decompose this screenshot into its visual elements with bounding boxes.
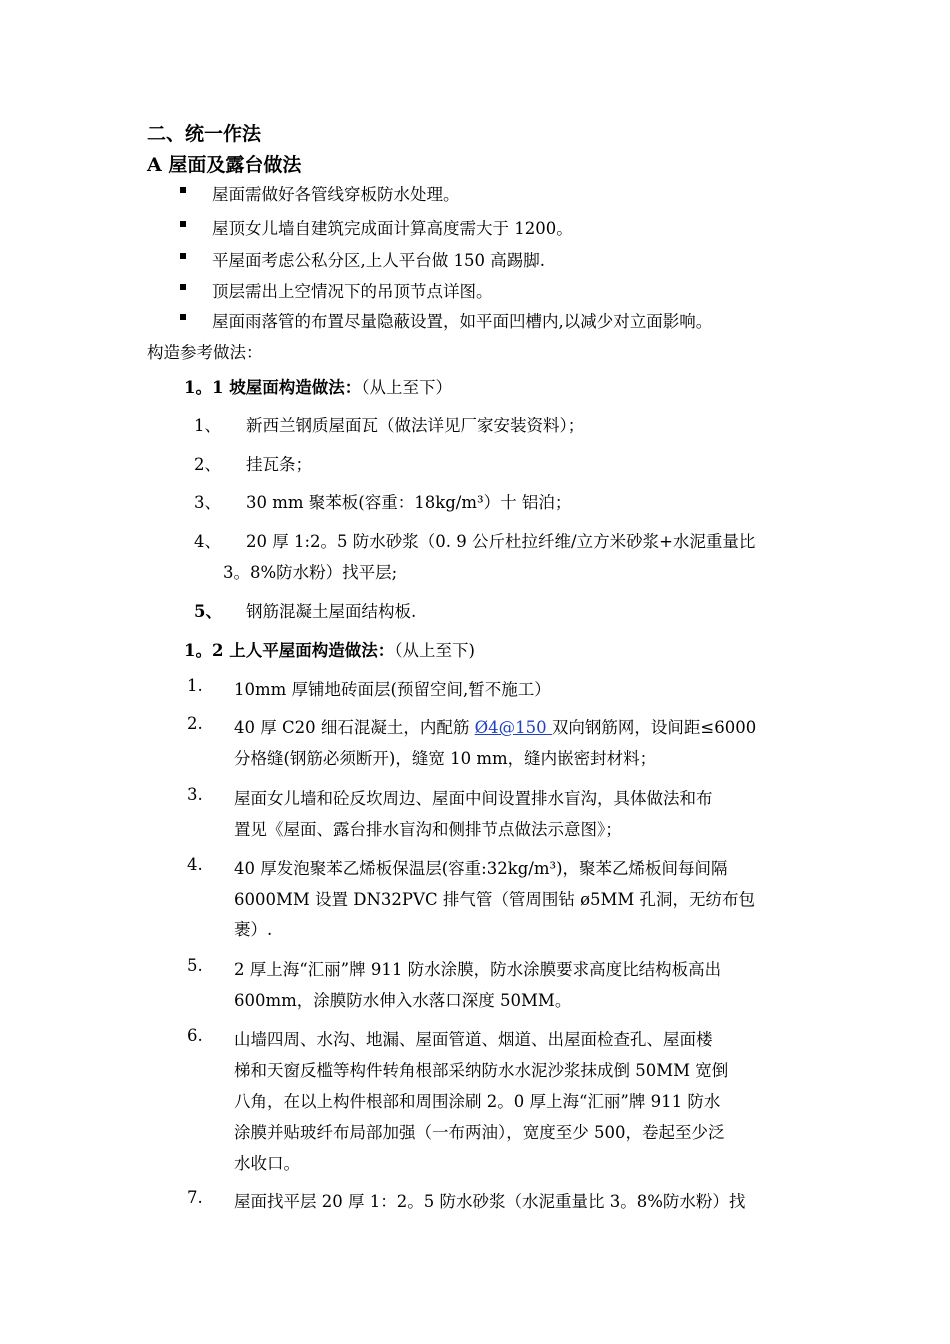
section-heading: 二、统一作法 (147, 123, 262, 145)
list-number: 3. (187, 785, 203, 804)
list-item-line: 30 mm 聚苯板(容重：18kg/m³）十 铝泊； (246, 493, 572, 512)
sec2-title: 上人平屋面构造做法： (229, 641, 395, 660)
list-item-line: 八角，在以上构件根部和周围涂刷 2。0 厚上海“汇丽”牌 911 防水 (234, 1092, 721, 1111)
sec2-suffix: （从上至下) (394, 641, 475, 660)
list-item-line: 水收口。 (234, 1154, 300, 1173)
list-item-line: 裹）. (234, 920, 273, 939)
list-item-line: 3。8%防水粉）找平层; (223, 563, 398, 582)
list-item-line: 6000MM 设置 DN32PVC 排气管（管周围钻 ø5MM 孔洞，无纺布包 (234, 890, 756, 909)
reference-title: 构造参考做法： (147, 343, 263, 362)
sec2-heading (184, 637, 475, 661)
list-item-line (234, 714, 756, 738)
list-item-line: 钢筋混凝土屋面结构板. (246, 602, 417, 621)
sec1-suffix: （从上至下） (361, 378, 452, 397)
list-item-line: 山墙四周、水沟、地漏、屋面管道、烟道、出屋面检查孔、屋面楼 (234, 1030, 713, 1049)
line-text: 40 厚 C20 细石混凝土，内配筋 (234, 718, 475, 737)
rebar-link[interactable]: Ø4@150 (474, 718, 552, 737)
list-number: 3、 (194, 493, 221, 512)
list-item-line: 40 厚发泡聚苯乙烯板保温层(容重:32kg/m³)，聚苯乙烯板间每间隔 (234, 859, 728, 878)
list-number: 6. (187, 1026, 203, 1045)
bullet-item: 屋顶女儿墙自建筑完成面计算高度需大于 1200。 (212, 219, 573, 238)
sec1-number: 1。1 (184, 378, 230, 397)
list-number: 4. (187, 855, 203, 874)
bullet-icon (180, 221, 186, 227)
bullet-item: 平屋面考虑公私分区,上人平台做 150 高踢脚. (212, 251, 545, 270)
list-item-line: 20 厚 1:2。5 防水砂浆（0. 9 公斤杜拉纤维/立方米砂浆+水泥重量比 (246, 532, 756, 551)
list-item-line: 2 厚上海“汇丽”牌 911 防水涂膜，防水涂膜要求高度比结构板高出 (234, 960, 722, 979)
list-item-line: 涂膜并贴玻纤布局部加强（一布两油），宽度至少 500，卷起至少泛 (234, 1123, 725, 1142)
sec1-heading (184, 374, 452, 398)
bullet-icon (180, 187, 186, 193)
list-item-line: 挂瓦条； (246, 455, 312, 474)
list-item-line: 屋面找平层 20 厚 1：2。5 防水砂浆（水泥重量比 3。8%防水粉）找 (234, 1192, 746, 1211)
sec1-title: 坡屋面构造做法： (229, 378, 362, 397)
bullet-item: 顶层需出上空情况下的吊顶节点详图。 (212, 282, 493, 301)
bullet-icon (180, 284, 186, 290)
list-item-line: 600mm，涂膜防水伸入水落口深度 50MM。 (234, 991, 572, 1010)
list-item-line: 新西兰钢质屋面瓦（做法详见厂家安装资料）； (246, 416, 585, 435)
list-item-line: 10mm 厚铺地砖面层(预留空间,暂不施工） (234, 680, 551, 699)
list-number: 4、 (194, 532, 221, 551)
list-number: 5、 (194, 602, 222, 621)
sec2-number: 1。2 (184, 641, 230, 660)
bullet-item: 屋面雨落管的布置尽量隐蔽设置，如平面凹槽内,以减少对立面影响。 (212, 312, 713, 331)
bullet-icon (180, 314, 186, 320)
list-number: 1、 (194, 416, 221, 435)
list-item-line: 置见《屋面、露台排水盲沟和侧排节点做法示意图》； (234, 820, 622, 839)
list-item-line: 分格缝(钢筋必须断开)，缝宽 10 mm，缝内嵌密封材料； (234, 749, 657, 768)
bullet-item: 屋面需做好各管线穿板防水处理。 (212, 185, 460, 204)
list-item-line: 屋面女儿墙和砼反坎周边、屋面中间设置排水盲沟，具体做法和布 (234, 789, 713, 808)
list-number: 2、 (194, 455, 221, 474)
bullet-icon (180, 253, 186, 259)
list-number: 1. (187, 676, 203, 695)
list-number: 7. (187, 1188, 203, 1207)
line-text: 双向钢筋网，设间距≤6000 (551, 718, 757, 737)
list-number: 5. (187, 956, 203, 975)
subsection-heading: A 屋面及露台做法 (147, 154, 302, 176)
list-number: 2. (187, 714, 203, 733)
list-item-line: 梯和天窗反槛等构件转角根部采纳防水水泥沙浆抹成倒 50MM 宽倒 (234, 1061, 729, 1080)
